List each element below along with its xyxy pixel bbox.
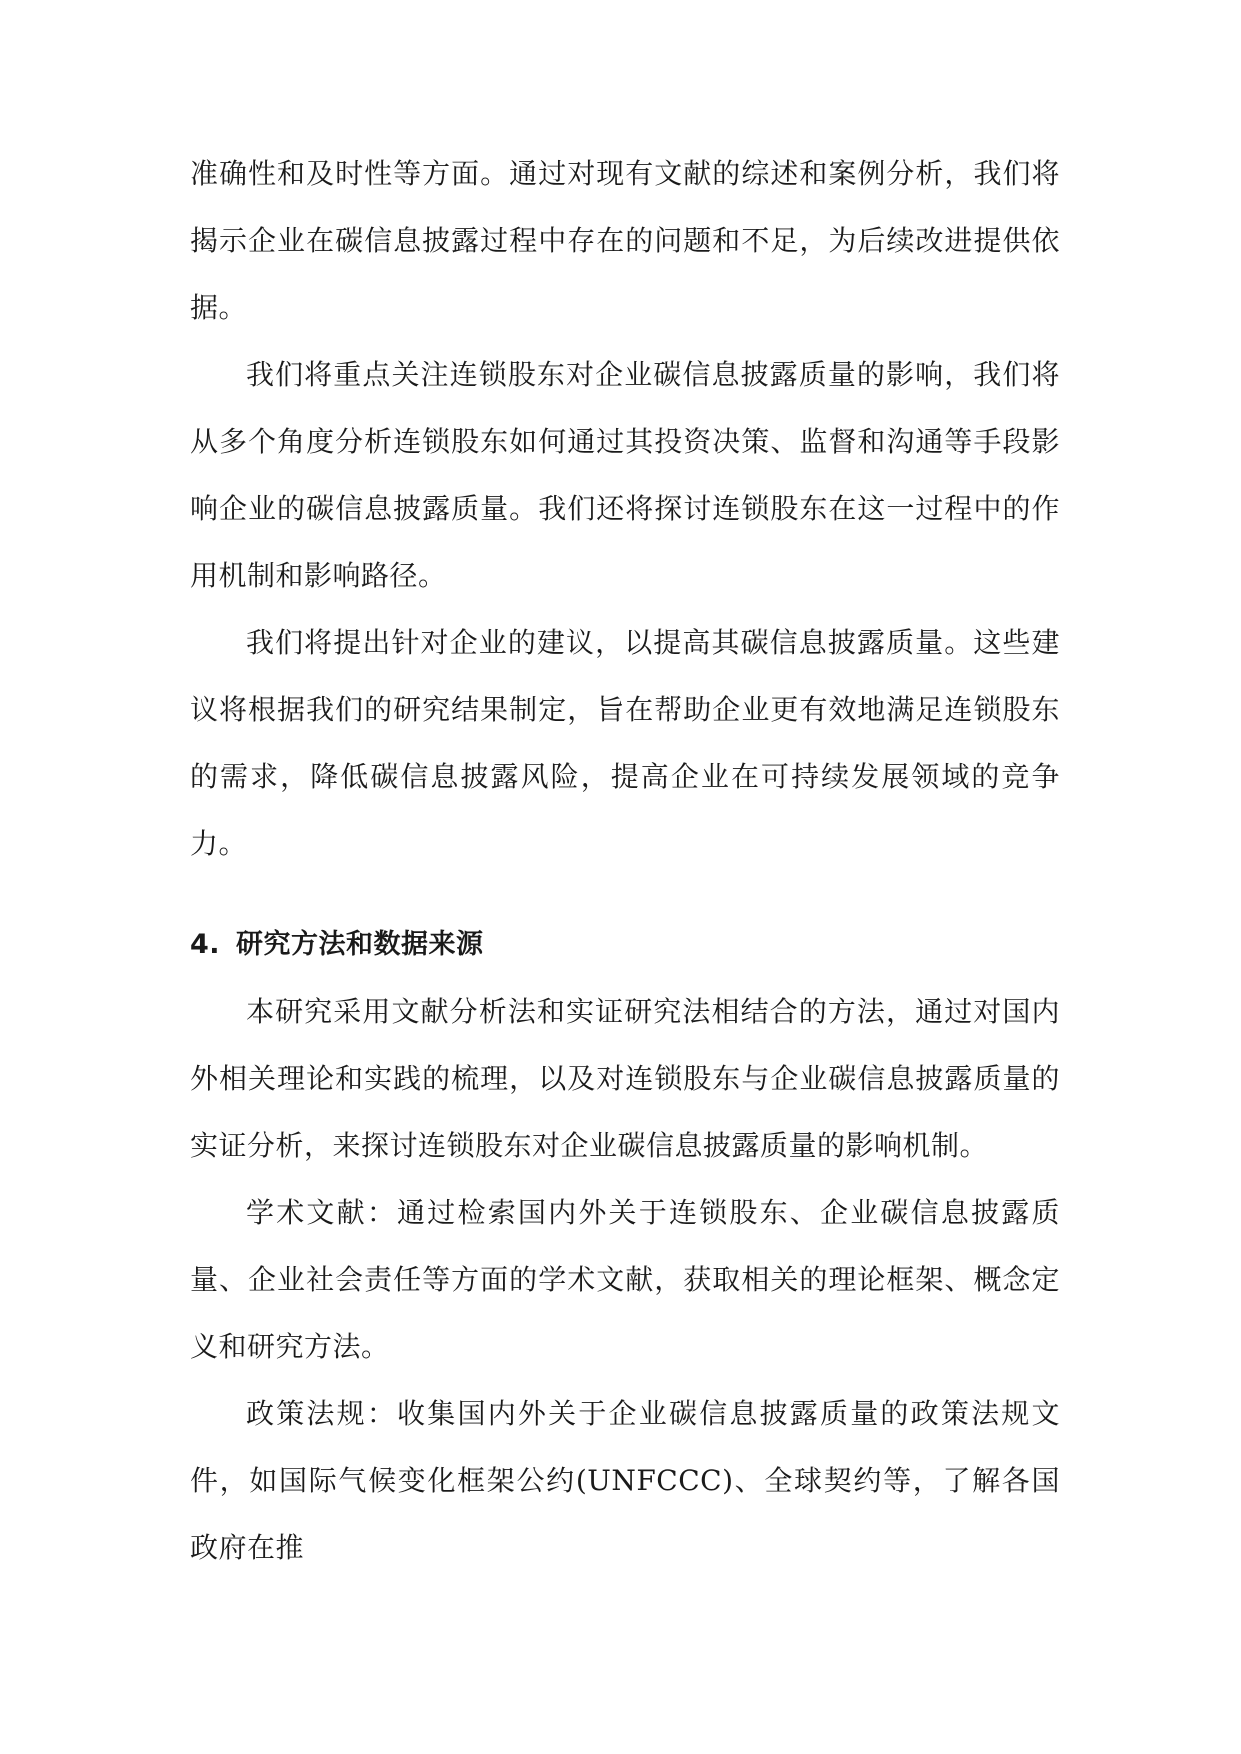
paragraph-continuation: 准确性和及时性等方面。通过对现有文献的综述和案例分析，我们将揭示企业在碳信息披露过程中存在的问题和不足，为后续改进提供依据。 — [190, 157, 1060, 324]
paragraph-policy-regulations: 政策法规：收集国内外关于企业碳信息披露质量的政策法规文件，如国际气候变化框架公约(UNFCCC)、全球契约等，了解各国政府在推 — [190, 1397, 1060, 1564]
document-body — [190, 140, 1060, 1581]
section-number: 4. — [190, 929, 221, 960]
section-heading — [190, 911, 1060, 978]
paragraph-academic-literature: 学术文献：通过检索国内外关于连锁股东、企业碳信息披露质量、企业社会责任等方面的学术文献，获取相关的理论框架、概念定义和研究方法。 — [190, 1196, 1060, 1363]
paragraph-focus-interlocking-shareholders: 我们将重点关注连锁股东对企业碳信息披露质量的影响，我们将从多个角度分析连锁股东如何通过其投资决策、监督和沟通等手段影响企业的碳信息披露质量。我们还将探讨连锁股东在这一过程中的作用机制和影响路径。 — [190, 358, 1060, 592]
section-title: 研究方法和数据来源 — [236, 929, 484, 960]
paragraph-research-method: 本研究采用文献分析法和实证研究法相结合的方法，通过对国内外相关理论和实践的梳理，以及对连锁股东与企业碳信息披露质量的实证分析，来探讨连锁股东对企业碳信息披露质量的影响机制。 — [190, 995, 1060, 1162]
paragraph-recommendations: 我们将提出针对企业的建议，以提高其碳信息披露质量。这些建议将根据我们的研究结果制定，旨在帮助企业更有效地满足连锁股东的需求，降低碳信息披露风险，提高企业在可持续发展领域的竞争力。 — [190, 626, 1060, 860]
